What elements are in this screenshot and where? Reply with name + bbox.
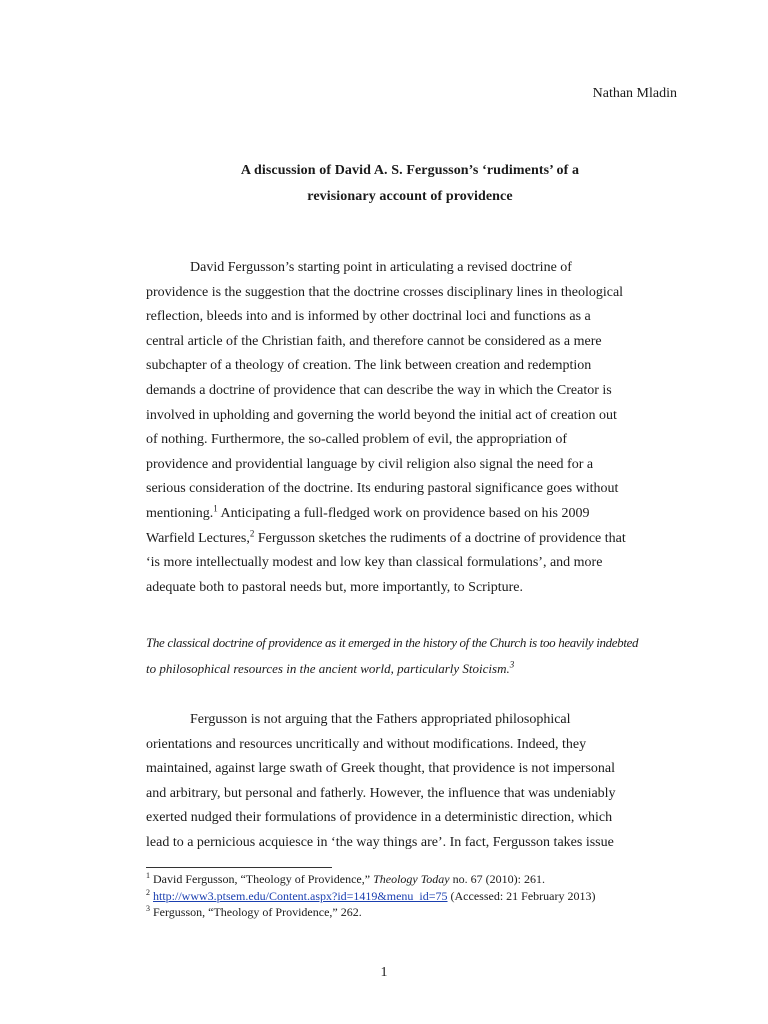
paragraph-line: David Fergusson’s starting point in articulating a revised doctrine of — [190, 260, 572, 275]
paragraph-line: involved in upholding and governing the world beyond the initial act of creation out — [146, 407, 617, 423]
paragraph-line: and arbitrary, but personal and fatherly. However, the influence that was undeniably — [146, 785, 616, 801]
paragraph-line: providence and providential language by civil religion also signal the need for a — [146, 456, 594, 472]
paragraph-body — [146, 708, 686, 856]
footnote-1 — [146, 872, 686, 887]
paragraph-line: subchapter of a theology of creation. The link between creation and redemption — [146, 358, 592, 374]
footnote-ref-3[interactable]: 3 — [509, 659, 515, 670]
footnote-3 — [146, 905, 686, 920]
footnote-separator — [146, 867, 332, 868]
footnote-text: David Fergusson, “Theology of Providence,” — [150, 872, 374, 886]
line-text: Fergusson sketches the rudiments of a doctrine of providence that — [254, 530, 626, 546]
footnote-text: Fergusson, “Theology of Providence,” 262. — [150, 905, 362, 919]
title-line-2: revisionary account of providence — [307, 189, 513, 204]
footnotes — [146, 872, 686, 922]
paragraph-line: exerted nudged their formulations of providence in a deterministic direction, which — [146, 810, 613, 826]
footnote-ref-2[interactable]: 2 — [249, 527, 255, 538]
footnote-2 — [146, 889, 686, 904]
line-text: to philosophical resources in the ancient world, particularly Stoicism. — [146, 661, 510, 676]
title-line-1: A discussion of David A. S. Fergusson’s ‘rudiments’ of a — [240, 163, 580, 178]
paragraph-line: reflection, bleeds into and is informed by other doctrinal loci and functions as a — [146, 309, 591, 325]
footnote-text: (Accessed: 21 February 2013) — [447, 888, 596, 903]
footnote-mark: 1 — [146, 871, 150, 880]
paragraph-line: orientations and resources uncritically and without modifications. Indeed, they — [146, 736, 587, 752]
footnote-link[interactable]: http://www3.ptsem.edu/Content.aspx?id=1419&menu_id=75 — [153, 888, 448, 903]
paragraph-line: adequate both to pastoral needs but, more importantly, to Scripture. — [146, 579, 523, 595]
paragraph-intro — [146, 256, 686, 600]
line-text: mentioning. — [146, 505, 214, 521]
footnote-journal: Theology Today — [373, 872, 450, 886]
paragraph-line: providence is the suggestion that the doctrine crosses disciplinary lines in theological — [146, 284, 624, 300]
thesis-line — [146, 656, 686, 682]
paragraph-line: central article of the Christian faith, and therefore cannot be considered as a mere — [146, 333, 602, 349]
page-number: 1 — [380, 965, 388, 980]
footnote-ref-1[interactable]: 1 — [213, 503, 218, 514]
line-text: Anticipating a full-fledged work on providence based on his 2009 — [217, 505, 590, 521]
paragraph-line: Fergusson is not arguing that the Fathers appropriated philosophical — [190, 712, 571, 727]
line-text: Warfield Lectures, — [146, 530, 250, 546]
footnote-mark: 3 — [146, 904, 150, 913]
document-title — [140, 158, 680, 210]
paragraph-line: ‘is more intellectually modest and low key than classical formulations’, and more — [146, 555, 603, 571]
paragraph-line — [146, 502, 686, 527]
paragraph-line: serious consideration of the doctrine. Its enduring pastoral significance goes without — [146, 481, 619, 497]
author-name: Nathan Mladin — [592, 86, 677, 101]
thesis-line: The classical doctrine of providence as it emerged in the history of the Church is too heavily indebted — [146, 635, 639, 650]
footnote-text: no. 67 (2010): 261. — [449, 872, 545, 886]
thesis-statement — [146, 630, 686, 682]
footnote-mark: 2 — [146, 887, 150, 897]
paragraph-line — [146, 527, 686, 552]
paragraph-line: demands a doctrine of providence that can describe the way in which the Creator is — [146, 382, 612, 398]
paragraph-line: lead to a pernicious acquiesce in ‘the way things are’. In fact, Fergusson takes issue — [146, 834, 614, 850]
paragraph-line: maintained, against large swath of Greek thought, that providence is not impersonal — [146, 761, 616, 777]
paragraph-line: of nothing. Furthermore, the so-called problem of evil, the appropriation of — [146, 432, 568, 448]
